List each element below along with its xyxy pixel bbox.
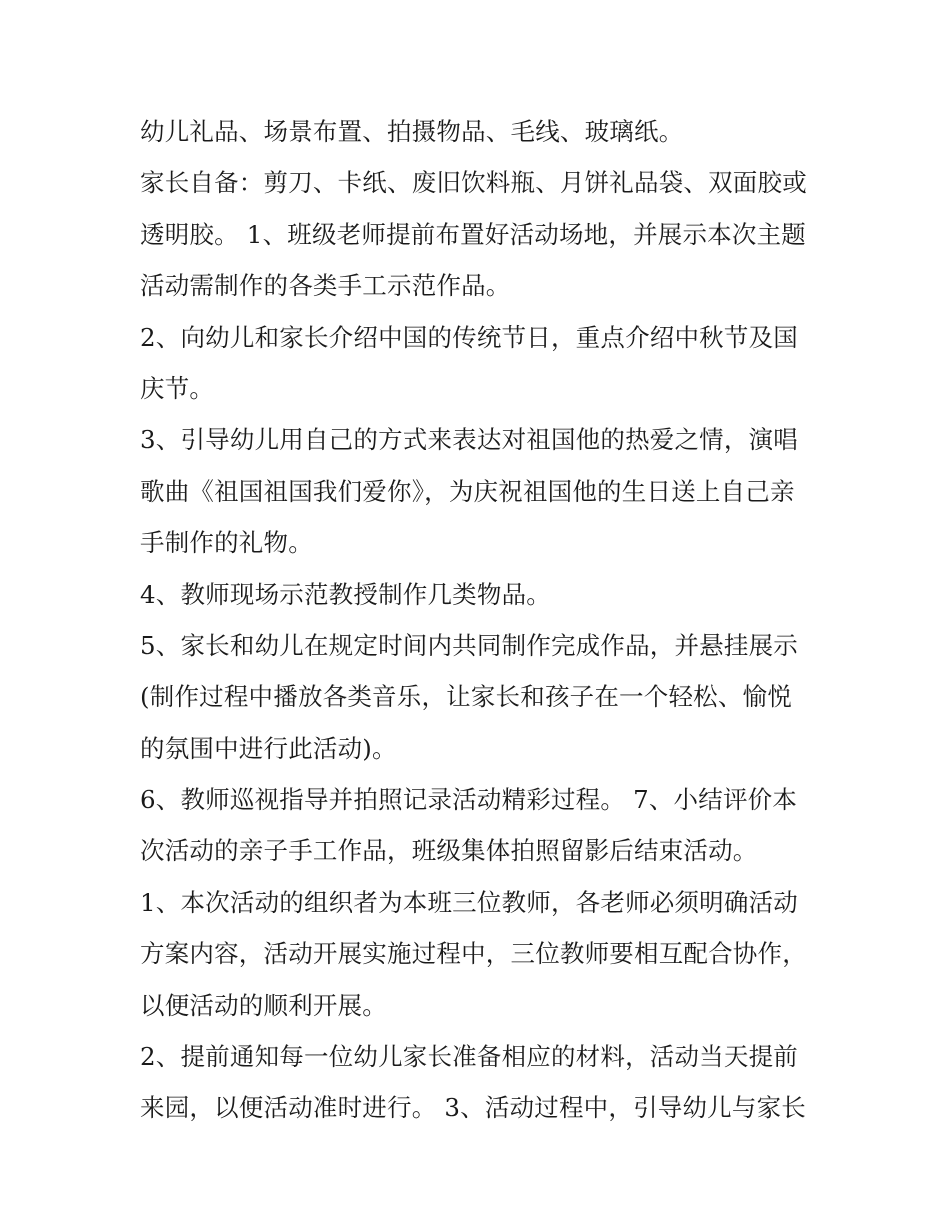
text-line: 4、教师现场示范教授制作几类物品。 [140, 579, 551, 609]
text-line: 手制作的礼物。 [140, 528, 313, 558]
text-line: 方案内容，活动开展实施过程中，三位教师要相互配合协作， [140, 939, 807, 969]
document-body [140, 106, 820, 1134]
text-line: 2、向幼儿和家长介绍中国的传统节日，重点介绍中秋节及国 [140, 322, 798, 352]
text-line: 庆节。 [140, 373, 215, 403]
text-line: 5、家长和幼儿在规定时间内共同制作完成作品，并悬挂展示 [140, 630, 798, 660]
text-line: 活动需制作的各类手工示范作品。 [140, 271, 511, 301]
text-line: 以便活动的顺利开展。 [140, 990, 387, 1020]
text-line: 透明胶。 1、班级老师提前布置好活动场地，并展示本次主题 [140, 219, 806, 249]
text-line: 的氛围中进行此活动)。 [140, 733, 397, 763]
text-line: 1、本次活动的组织者为本班三位教师，各老师必须明确活动 [140, 887, 798, 917]
text-line: 2、提前通知每一位幼儿家长准备相应的材料，活动当天提前 [140, 1042, 798, 1072]
text-line: (制作过程中播放各类音乐，让家长和孩子在一个轻松、愉悦 [140, 682, 792, 712]
text-line: 次活动的亲子手工作品，班级集体拍照留影后结束活动。 [140, 836, 758, 866]
text-line: 幼儿礼品、场景布置、拍摄物品、毛线、玻璃纸。 [140, 117, 684, 146]
text-line: 6、教师巡视指导并拍照记录活动精彩过程。 7、小结评价本 [140, 785, 798, 815]
text-line: 歌曲《祖国祖国我们爱你》，为庆祝祖国他的生日送上自己亲 [140, 476, 795, 506]
text-line: 来园，以便活动准时进行。 3、活动过程中，引导幼儿与家长 [140, 1093, 806, 1123]
text-line: 3、引导幼儿用自己的方式来表达对祖国他的热爱之情，演唱 [140, 425, 798, 455]
text-line: 家长自备：剪刀、卡纸、废旧饮料瓶、月饼礼品袋、双面胶或 [140, 168, 807, 198]
